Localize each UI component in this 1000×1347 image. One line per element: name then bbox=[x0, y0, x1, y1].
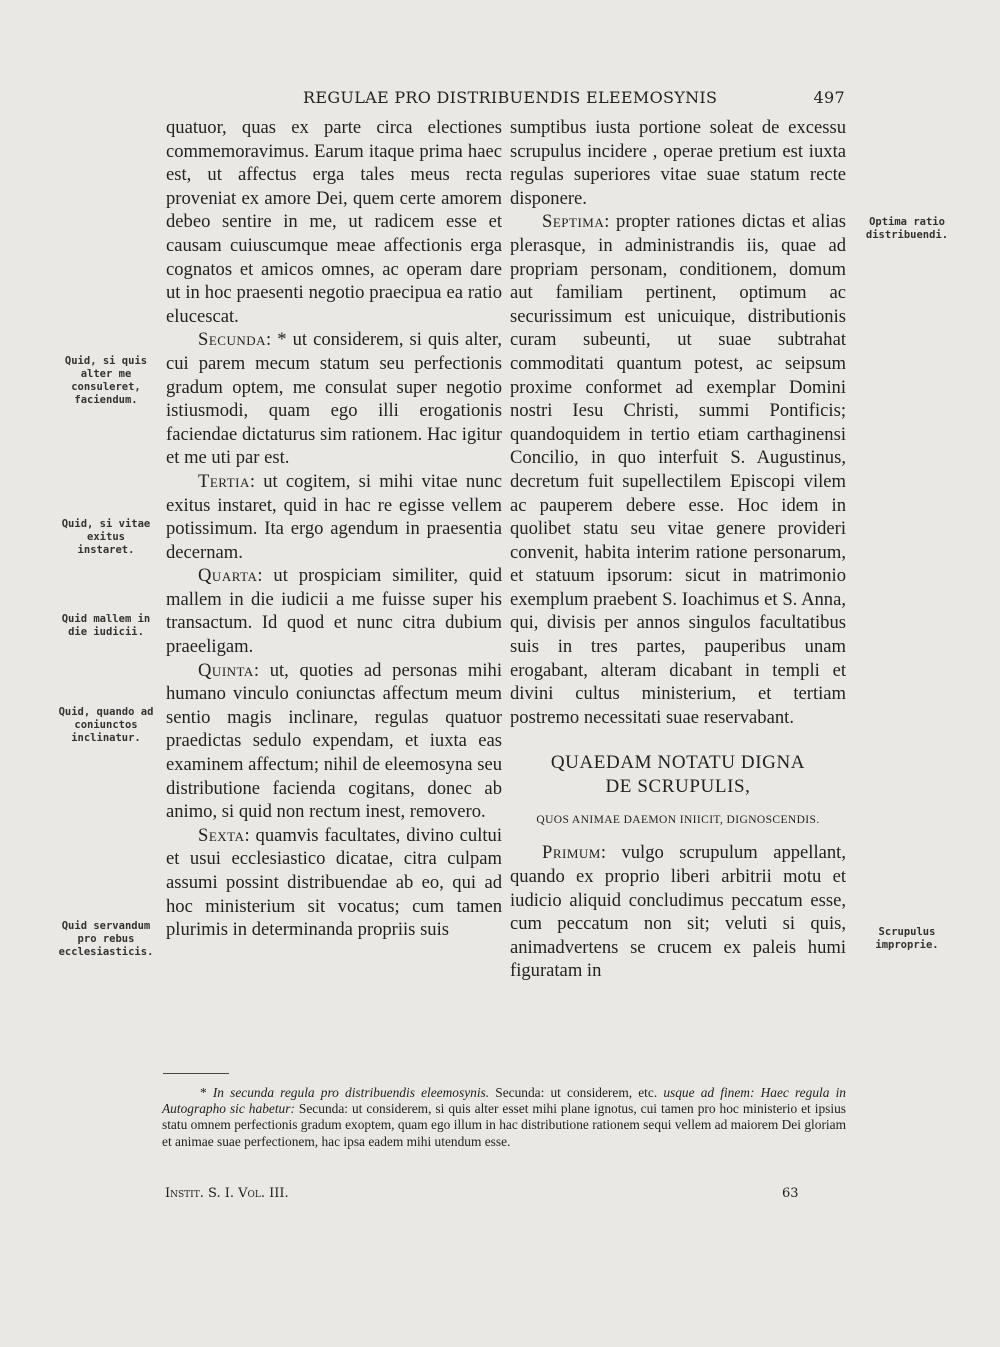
section-title-line-2: DE SCRUPULIS, bbox=[605, 776, 751, 798]
paragraph: quatuor, quas ex parte circa electiones commemoravimus. Earum itaque prima haec est, ut affectus erga tales meus recta proveniat ex amore Dei, quem certe amorem debeo sentire in me, ut radicem esse et causam cuiuscumque meae affectionis erga cognatos et amicos omnes, ac operam dare ut in hoc praesenti negotio praecipua ea ratio elucescat. bbox=[166, 117, 502, 327]
rule-lead: Septima bbox=[542, 211, 605, 233]
footnote-marker: * bbox=[200, 1085, 207, 1100]
rule-lead: Quinta bbox=[198, 659, 254, 681]
margin-note: Optima ratio distribuendi. bbox=[865, 216, 949, 241]
footnote bbox=[162, 1085, 846, 1150]
footnote-divider bbox=[163, 1073, 229, 1074]
margin-note: Scrupulus improprie. bbox=[875, 926, 939, 951]
footnote-italic: usque ad finem: Haec regula in Autographo sic habetur: bbox=[162, 1085, 846, 1117]
rule-text: : propter rationes dictas et alias plerasque, in administrandis iis, quae ad propriam personam, conditionem, domum aut familiam pertinent, optimum ac securissimum est unicuique, distributionis curam subeunti, ut suae subtrahat commoditati quantum potest, ac seipsum proxime conformet ad exemplar Domini nostri Iesu Christi, summi Pontificis; quandoquidem in tertio etiam carthaginensi Concilio, in quo interfuit S. Augustinus, decretum fuit supellectilem Episcopi vilem ac pauperem debere esse. Hoc idem in quolibet statu seu vitae genere provideri convenit, habita interim ratione personarum, et statuum ipsorum: sicut in matrimonio exemplum praebent S. Ioachimus et S. Anna, qui, divisis per annos singulos facultatibus suis in tres partes, pauperibus unam erogabant, alteram dicabant in templi et divini cultus ministerium, et tertiam postremo necessitati suae reservabant. bbox=[510, 211, 846, 728]
margin-note: Quid, quando ad coniunctos inclinatur. bbox=[58, 706, 154, 744]
page-header bbox=[160, 88, 850, 112]
rule-lead: Primum bbox=[542, 842, 601, 864]
rule-text: : vulgo scrupulum appellant, quando ex proprio liberi arbitrii motu et iudicio aliquid concludimus peccatum esse, cum peccatum non sit; veluti si quis, animadvertens se crucem ex paleis humi figuratam in bbox=[510, 842, 846, 982]
rule-quarta bbox=[166, 564, 502, 658]
signature-mark: Instit. S. I. Vol. III. bbox=[165, 1186, 289, 1201]
rule-text: : ut cogitem, si mihi vitae nunc exitus instaret, quid in hac re egisse vellem potissimum. Ita ergo agendum in praesentia decernam. bbox=[166, 470, 502, 563]
footnote-text: Secunda: ut considerem, etc. bbox=[489, 1085, 664, 1100]
page-number: 497 bbox=[813, 88, 845, 107]
left-column bbox=[166, 116, 502, 942]
footnote-text: Secunda: ut considerem, si quis alter esset mihi plane ignotus, cui tamen pro hoc ministerio et ipsius statu omnem perfectionis gradum exoptem, quam ego illum in hac distributione rationem sequi vellem ad maiorem Dei gloriam et animae suae perfectionem, hac ipsa eadem mihi utendum esse. bbox=[162, 1101, 847, 1149]
section-heading bbox=[510, 751, 846, 827]
sheet-number: 63 bbox=[782, 1186, 799, 1201]
rule-text: : quamvis facultates, divino cultui et usui ecclesiastico dicatae, citra culpam assumi possint distribuendae ab eo, qui ad hoc ministerium sit vocatus; cum tamen plurimis in determinanda propriis suis bbox=[166, 824, 502, 941]
rule-sexta bbox=[166, 824, 502, 942]
margin-note: Quid servandum pro rebus ecclesiasticis. bbox=[58, 920, 154, 958]
rule-quinta bbox=[166, 659, 502, 824]
rule-lead: Quarta bbox=[198, 565, 258, 587]
rule-secunda bbox=[166, 328, 502, 470]
margin-note: Quid mallem in die iudicii. bbox=[61, 613, 151, 638]
rule-lead: Tertia bbox=[198, 470, 250, 492]
section-title: QUAEDAM NOTATU DIGNA bbox=[550, 752, 806, 774]
rule-text: : ut prospiciam similiter, quid mallem in die iudicii a me fuisse super his transactum. Id quod et nunc citra dubium praeeligam. bbox=[166, 565, 502, 658]
page-footer bbox=[165, 1186, 845, 1206]
margin-note: Quid, si quis alter me consuleret, faciendum. bbox=[64, 355, 148, 406]
rule-text: : ut, quoties ad personas mihi humano vinculo coniunctas affectum meum sentio magis inclinare, regulas quatuor praedictas sedulo expendam, et iuxta eas examinem affectum; nihil de eleemosyna seu distributione facienda cogitans, donec ab animo, si quid non rectum inest, removero. bbox=[166, 659, 502, 823]
scruple-primum bbox=[510, 841, 846, 983]
rule-text: : * ut considerem, si quis alter, cui parem mecum statum seu perfectionis gradum optem, me consulat super negotio istiusmodi, quam ego illi erogationis faciendae dictaturus sim rationem. Hac igitur et me uti par est. bbox=[166, 329, 502, 469]
rule-lead: Sexta bbox=[198, 824, 245, 846]
rule-tertia bbox=[166, 470, 502, 564]
margin-note: Quid, si vitae exitus instaret. bbox=[61, 518, 151, 556]
right-column bbox=[510, 116, 846, 983]
footnote-italic: In secunda regula pro distribuendis eleemosynis. bbox=[212, 1085, 490, 1100]
section-subtitle: QUOS ANIMAE DAEMON INIICIT, DIGNOSCENDIS. bbox=[536, 814, 820, 827]
rule-lead: Secunda bbox=[198, 329, 267, 351]
paragraph: sumptibus iusta portione soleat de excessu scrupulus incidere , operae pretium est iuxta regulas superiores vitae suae statum recte disponere. bbox=[510, 117, 846, 209]
rule-septima bbox=[510, 210, 846, 729]
running-title: REGULAE PRO DISTRIBUENDIS ELEEMOSYNIS bbox=[303, 88, 718, 107]
